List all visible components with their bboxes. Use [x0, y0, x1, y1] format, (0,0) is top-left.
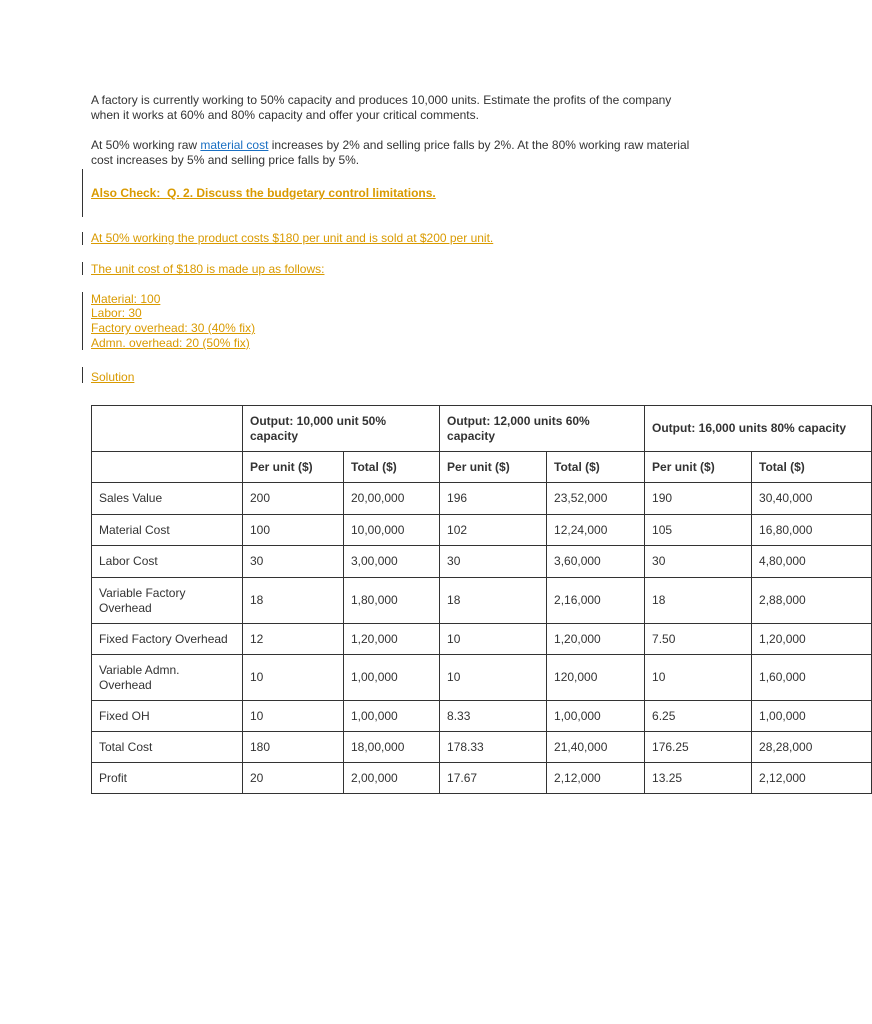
row-label: Sales Value [92, 483, 243, 515]
table-cell: 21,40,000 [547, 732, 645, 763]
group-header-80: Output: 16,000 units 80% capacity [645, 406, 872, 452]
table-row [92, 701, 872, 732]
quote-bar [82, 262, 83, 275]
table-cell: 30 [440, 546, 547, 578]
table-cell: 18,00,000 [344, 732, 440, 763]
material-cost-link[interactable]: material cost [200, 138, 269, 152]
table-cell: 2,88,000 [752, 578, 872, 624]
table-cell: 28,28,000 [752, 732, 872, 763]
subheader-cell: Per unit ($) [645, 452, 752, 483]
intro-paragraph: A factory is currently working to 50% capacity and produces 10,000 units. Estimate the profits of the company when it works at 60% and 80% capacity and offer your critical comments. [91, 93, 672, 122]
row-label: Variable Admn. Overhead [92, 655, 243, 701]
table-row [92, 763, 872, 794]
table-cell: 190 [645, 483, 752, 515]
table-cell: 23,52,000 [547, 483, 645, 515]
table-cell: 30,40,000 [752, 483, 872, 515]
table-cell: 18 [645, 578, 752, 624]
table-cell: 3,60,000 [547, 546, 645, 578]
empty-corner-cell [92, 406, 243, 452]
table-cell: 102 [440, 515, 547, 546]
row-label: Material Cost [92, 515, 243, 546]
table-cell: 30 [243, 546, 344, 578]
row-label: Total Cost [92, 732, 243, 763]
quote-bar [82, 292, 83, 350]
row-label: Fixed OH [92, 701, 243, 732]
table-subheader-row [92, 452, 872, 483]
table-cell: 17.67 [440, 763, 547, 794]
subheader-cell: Total ($) [752, 452, 872, 483]
row-label: Labor Cost [92, 546, 243, 578]
table-cell: 1,80,000 [344, 578, 440, 624]
table-cell: 100 [243, 515, 344, 546]
table-cell: 4,80,000 [752, 546, 872, 578]
also-check-line[interactable] [91, 186, 691, 201]
table-cell: 12,24,000 [547, 515, 645, 546]
table-cell: 7.50 [645, 624, 752, 655]
table-cell: 10,00,000 [344, 515, 440, 546]
subheader-cell: Per unit ($) [243, 452, 344, 483]
subheader-cell: Total ($) [547, 452, 645, 483]
table-cell: 12 [243, 624, 344, 655]
table-cell: 200 [243, 483, 344, 515]
table-cell: 13.25 [645, 763, 752, 794]
table-cell: 20,00,000 [344, 483, 440, 515]
table-cell: 10 [440, 624, 547, 655]
table-cell: 178.33 [440, 732, 547, 763]
table-row [92, 483, 872, 515]
solution-link[interactable]: Solution [91, 370, 135, 384]
unit-cost-intro-link[interactable]: The unit cost of $180 is made up as follows: [91, 262, 325, 276]
quote-bar [82, 232, 83, 245]
row-label: Fixed Factory Overhead [92, 624, 243, 655]
table-row [92, 655, 872, 701]
also-check-link[interactable]: Q. 2. Discuss the budgetary control limitations. [167, 186, 436, 200]
breakdown-material[interactable]: Material: 100 [91, 292, 161, 306]
table-group-header-row [92, 406, 872, 452]
table-row [92, 732, 872, 763]
group-header-50: Output: 10,000 unit 50% capacity [243, 406, 440, 452]
table-cell: 1,00,000 [547, 701, 645, 732]
table-cell: 10 [440, 655, 547, 701]
table-cell: 10 [645, 655, 752, 701]
table-cell: 18 [243, 578, 344, 624]
table-cell: 1,20,000 [547, 624, 645, 655]
table-row [92, 546, 872, 578]
table-row [92, 578, 872, 624]
table-cell: 8.33 [440, 701, 547, 732]
breakdown-factory-overhead[interactable]: Factory overhead: 30 (40% fix) [91, 321, 256, 335]
table-cell: 1,00,000 [752, 701, 872, 732]
quote-bar [82, 367, 83, 383]
group-header-60: Output: 12,000 units 60% capacity [440, 406, 645, 452]
table-cell: 2,00,000 [344, 763, 440, 794]
table-row [92, 624, 872, 655]
table-cell: 1,60,000 [752, 655, 872, 701]
row-label: Variable Factory Overhead [92, 578, 243, 624]
empty-label-cell [92, 452, 243, 483]
table-cell: 10 [243, 655, 344, 701]
table-cell: 180 [243, 732, 344, 763]
table-cell: 196 [440, 483, 547, 515]
conditions-paragraph [91, 138, 691, 168]
table-cell: 3,00,000 [344, 546, 440, 578]
table-cell: 120,000 [547, 655, 645, 701]
table-row [92, 515, 872, 546]
table-cell: 6.25 [645, 701, 752, 732]
table-cell: 2,16,000 [547, 578, 645, 624]
table-cell: 10 [243, 701, 344, 732]
table-cell: 1,20,000 [344, 624, 440, 655]
breakdown-labor[interactable]: Labor: 30 [91, 306, 142, 320]
also-check-prefix: Also Check: [91, 186, 168, 200]
table-cell: 18 [440, 578, 547, 624]
table-cell: 2,12,000 [752, 763, 872, 794]
table-cell: 16,80,000 [752, 515, 872, 546]
subheader-cell: Per unit ($) [440, 452, 547, 483]
table-cell: 30 [645, 546, 752, 578]
quote-bar [82, 169, 83, 217]
conditions-text-start: At 50% working raw [91, 138, 201, 152]
table-cell: 20 [243, 763, 344, 794]
subheader-cell: Total ($) [344, 452, 440, 483]
table-cell: 1,00,000 [344, 701, 440, 732]
table-cell: 2,12,000 [547, 763, 645, 794]
table-cell: 1,20,000 [752, 624, 872, 655]
table-cell: 1,00,000 [344, 655, 440, 701]
cost-note-link[interactable]: At 50% working the product costs $180 per unit and is sold at $200 per unit. [91, 231, 494, 245]
row-label: Profit [92, 763, 243, 794]
table-cell: 176.25 [645, 732, 752, 763]
table-cell: 105 [645, 515, 752, 546]
breakdown-admn-overhead[interactable]: Admn. overhead: 20 (50% fix) [91, 336, 250, 350]
capacity-profit-table [91, 405, 872, 794]
conditions-text-end: increases by 2% and selling price falls by 2%. At the 80% working raw material cost increases by 5% and selling price falls by 5%. [91, 138, 690, 167]
